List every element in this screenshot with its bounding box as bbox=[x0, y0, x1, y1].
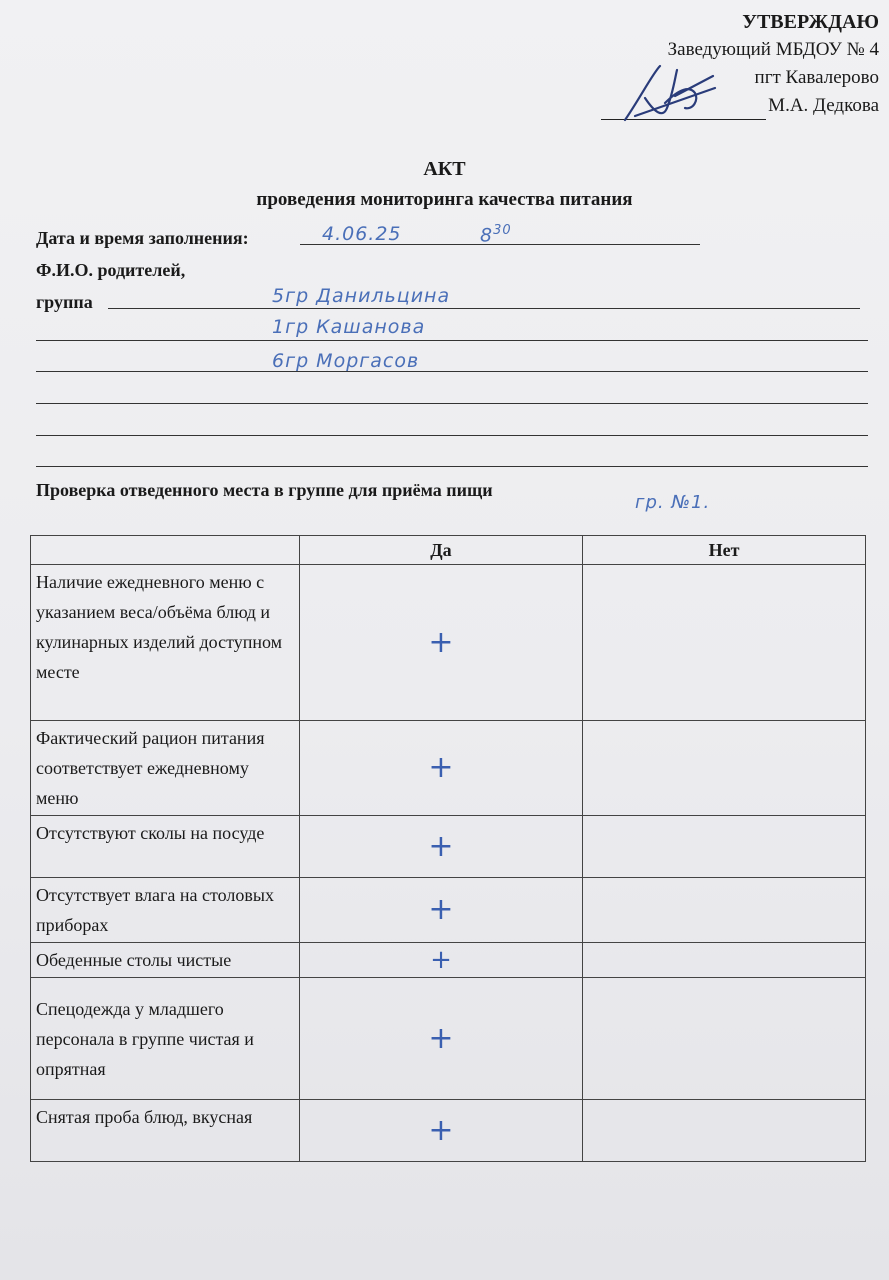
yes-mark: + bbox=[300, 1100, 583, 1162]
table-header-row bbox=[31, 536, 866, 565]
table-row bbox=[31, 1100, 866, 1162]
criterion-cell: Отсутствуют сколы на посуде bbox=[31, 816, 300, 878]
table-row bbox=[31, 721, 866, 816]
parent-entry-3: 6гр Моргасов bbox=[272, 350, 420, 372]
criterion-cell: Наличие ежедневного меню с указанием веса/объёма блюд и кулинарных изделий доступном месте bbox=[31, 565, 300, 721]
approval-place: пгт Кавалерово bbox=[754, 67, 879, 88]
no-cell bbox=[583, 878, 866, 943]
group-label: группа bbox=[36, 292, 93, 312]
parent-entry-1: 5гр Данильцина bbox=[272, 285, 451, 307]
criterion-cell: Отсутствует влага на столовых приборах bbox=[31, 878, 300, 943]
approval-name: М.А. Дедкова bbox=[768, 95, 879, 116]
column-header-criterion bbox=[31, 536, 300, 565]
no-cell bbox=[583, 721, 866, 816]
no-cell bbox=[583, 1100, 866, 1162]
fill-time-minutes: 30 bbox=[493, 223, 512, 238]
group-line-4 bbox=[36, 403, 868, 404]
fill-time-value bbox=[480, 223, 512, 246]
approval-heading: УТВЕРЖДАЮ bbox=[742, 11, 879, 33]
group-line-5 bbox=[36, 435, 868, 436]
no-cell bbox=[583, 565, 866, 721]
handwritten-signature bbox=[615, 58, 730, 133]
fill-date-label: Дата и время заполнения: bbox=[36, 228, 249, 248]
document-subtitle: проведения мониторинга качества питания bbox=[256, 189, 633, 210]
no-cell bbox=[583, 978, 866, 1100]
group-line-2 bbox=[36, 340, 868, 341]
column-header-yes: Да bbox=[300, 536, 583, 565]
table-row bbox=[31, 816, 866, 878]
table-row bbox=[31, 878, 866, 943]
yes-mark: + bbox=[300, 943, 583, 978]
table-row bbox=[31, 565, 866, 721]
section-title: Проверка отведенного места в группе для приёма пищи bbox=[36, 480, 493, 500]
criterion-cell: Спецодежда у младшего персонала в группе чистая и опрятная bbox=[31, 978, 300, 1100]
approval-position: Заведующий МБДОУ № 4 bbox=[667, 39, 879, 60]
yes-mark: + bbox=[300, 721, 583, 816]
checklist-table bbox=[30, 535, 866, 1162]
parent-entry-2: 1гр Кашанова bbox=[272, 316, 426, 338]
column-header-no: Нет bbox=[583, 536, 866, 565]
group-line-6 bbox=[36, 466, 868, 467]
criterion-cell: Снятая проба блюд, вкусная bbox=[31, 1100, 300, 1162]
fill-time-hours: 8 bbox=[480, 224, 494, 247]
yes-mark: + bbox=[300, 565, 583, 721]
fill-date-value: 4.06.25 bbox=[322, 223, 402, 245]
parents-label: Ф.И.О. родителей, bbox=[36, 260, 186, 280]
group-line-1 bbox=[108, 308, 860, 309]
yes-mark: + bbox=[300, 878, 583, 943]
no-cell bbox=[583, 816, 866, 878]
document-title: АКТ bbox=[423, 158, 466, 180]
criterion-cell: Фактический рацион питания соответствует ежедневному меню bbox=[31, 721, 300, 816]
yes-mark: + bbox=[300, 816, 583, 878]
table-row bbox=[31, 978, 866, 1100]
table-row bbox=[31, 943, 866, 978]
no-cell bbox=[583, 943, 866, 978]
criterion-cell: Обеденные столы чистые bbox=[31, 943, 300, 978]
group-line-3 bbox=[36, 371, 868, 372]
yes-mark: + bbox=[300, 978, 583, 1100]
section-note: гр. №1. bbox=[635, 492, 711, 513]
